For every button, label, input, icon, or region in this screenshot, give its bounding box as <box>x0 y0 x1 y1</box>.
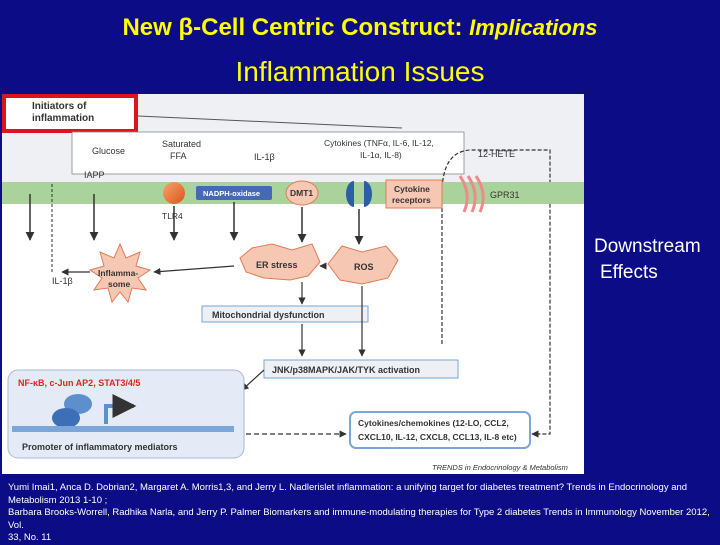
nfkb-label: NF-κB, c-Jun AP2, STAT3/4/5 <box>18 378 141 388</box>
slide-title <box>0 14 720 42</box>
initiators-label-2: inflammation <box>32 113 95 124</box>
inflammation-diagram <box>2 94 584 474</box>
reference-line-2: Metabolism 2013 1-10 ; <box>8 494 108 506</box>
jnk-to-nucleus-arrow <box>242 370 264 390</box>
jnk-label: JNK/p38MAPK/JAK/TYK activation <box>272 365 421 375</box>
cytokines-label-2: IL-1α, IL-8) <box>360 150 402 160</box>
journal-credit: TRENDS in Endocrinology & Metabolism <box>432 463 568 472</box>
references <box>8 482 713 545</box>
chemokines-label-2: CXCL10, IL-12, CXCL8, CCL13, IL-8 etc) <box>358 432 517 442</box>
title-main: New β-Cell Centric Construct: <box>122 14 463 41</box>
transcription-factor-2 <box>52 408 80 428</box>
reference-line-3: Barbara Brooks-Worrell, Radhika Narla, and Jerry P. Palmer Biomarkers and immune-modulating therapies for Type 2 diabetes Trends in Immunology November 2012, Vol. <box>8 507 710 531</box>
saturated-label-2: FFA <box>170 151 187 161</box>
gpr31-label: GPR31 <box>490 190 520 200</box>
receptor-label-2: receptors <box>392 195 431 205</box>
title-italic: Implications <box>469 15 598 40</box>
dna-strand <box>12 426 234 432</box>
il1b-top-label: IL-1β <box>254 152 275 162</box>
initiators-label-1: Initiators of <box>32 101 87 112</box>
er-to-inflammasome-arrow <box>154 266 234 272</box>
reference-line-1: Yumi Imai1, Anca D. Dobrian2, Margaret A. Morris1,3, and Jerry L. Nadlerislet inflammation: a unifying target for diabetes treatment? Trends in Endocrinology and <box>8 482 688 493</box>
inflammasome-label-1: Inflamma- <box>98 268 139 278</box>
promoter-label: Promoter of inflammatory mediators <box>22 442 178 452</box>
er-stress-label: ER stress <box>256 260 298 270</box>
reference-line-4: 33, No. 11 <box>8 532 52 543</box>
tlr4-receptor <box>163 182 185 204</box>
iapp-label: IAPP <box>84 170 105 180</box>
receptor-label-1: Cytokine <box>394 184 430 194</box>
cytokines-label-1: Cytokines (TNFα, IL-6, IL-12, <box>324 138 434 148</box>
glucose-label: Glucose <box>92 146 126 156</box>
ros-label: ROS <box>354 262 374 272</box>
inflammasome-label-2: some <box>108 279 131 289</box>
downstream-effects-label <box>594 234 701 286</box>
downstream-line-2: Effects <box>600 262 658 283</box>
il1b-left-label: IL-1β <box>52 276 73 286</box>
nadph-label: NADPH-oxidase <box>203 189 261 198</box>
saturated-label-1: Saturated <box>162 139 202 149</box>
hete-label: 12-HETE <box>478 149 516 159</box>
tlr4-label: TLR4 <box>162 211 183 221</box>
dmt1-label: DMT1 <box>290 188 314 198</box>
downstream-line-1: Downstream <box>594 236 701 257</box>
slide-subtitle: Inflammation Issues <box>235 56 485 87</box>
chemokines-label-1: Cytokines/chemokines (12-LO, CCL2, <box>358 418 509 428</box>
mito-label: Mitochondrial dysfunction <box>212 310 325 320</box>
diagram-panel <box>2 94 584 474</box>
